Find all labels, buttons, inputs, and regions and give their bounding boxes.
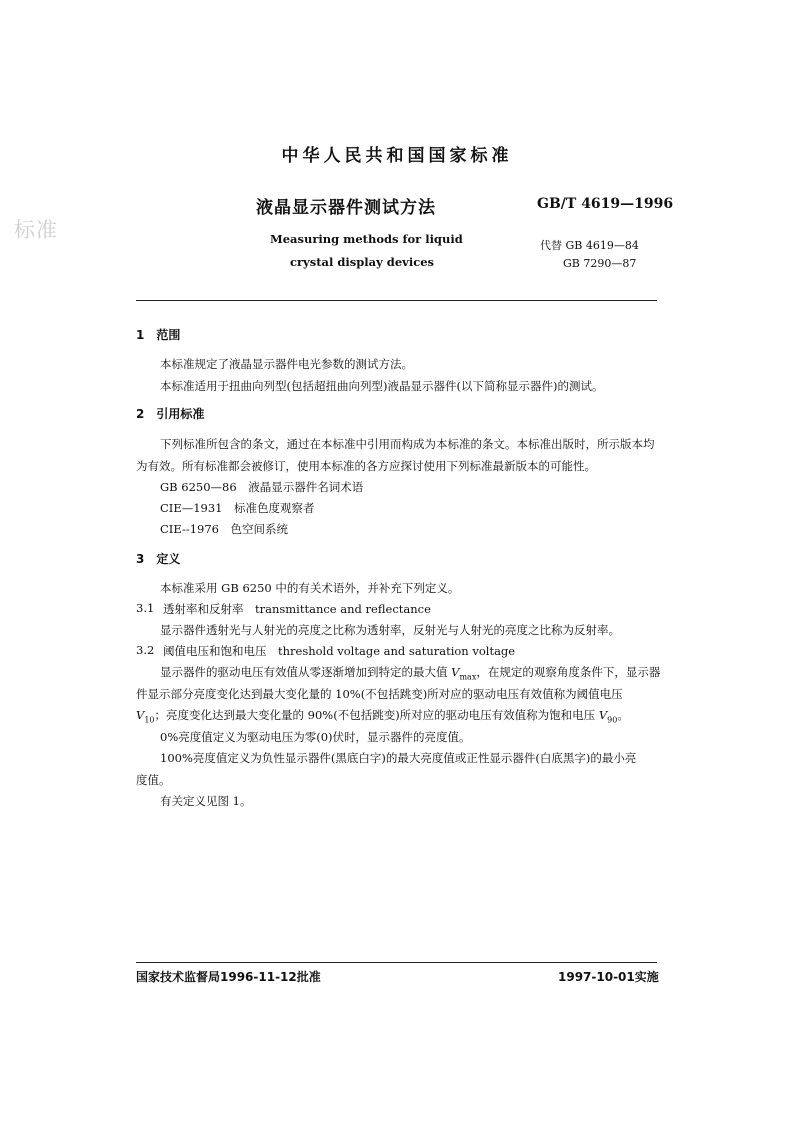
section-2-para-1a: 下列标准所包含的条文，通过在本标准中引用而构成为本标准的条文。本标准出版时，所示版本均 [160, 437, 655, 451]
subsection-3-2-title: 阈值电压和饱和电压 threshold voltage and saturation voltage [163, 644, 516, 658]
subsection-3-1-title: 透射率和反射率 transmittance and reflectance [163, 602, 431, 616]
symbol-v: V [598, 708, 608, 722]
approval-date: 国家技术监督局1996-11-12批准 [136, 970, 321, 984]
subscript-90: 90 [607, 715, 618, 725]
section-2-ref-1: GB 6250—86 液晶显示器件名词术语 [160, 480, 364, 494]
section-3-para-1: 本标准采用 GB 6250 中的有关术语外，并补充下列定义。 [160, 581, 460, 595]
document-title-en-line2: crystal display devices [290, 255, 434, 269]
document-title-zh: 液晶显示器件测试方法 [256, 198, 436, 218]
subscript-10: 10 [144, 715, 155, 725]
subsection-3-2-para-3a: 100%亮度值定义为负性显示器件(黑底白字)的最大亮度值或正性显示器件(白底黑字)的最小亮 [160, 751, 637, 765]
section-2-ref-3: CIE--1976 色空间系统 [160, 522, 288, 536]
section-1-heading: 1 范围 [136, 328, 181, 342]
symbol-v: V [136, 708, 145, 722]
national-standard-heading: 中华人民共和国国家标准 [281, 146, 513, 166]
symbol-v: V [451, 665, 460, 679]
subsection-3-1-para: 显示器件透射光与人射光的亮度之比称为透射率，反射光与人射光的亮度之比称为反射率。 [160, 623, 620, 637]
section-2-heading: 2 引用标准 [136, 407, 205, 421]
section-3-heading: 3 定义 [136, 552, 181, 566]
footer-divider [136, 962, 657, 963]
text-span: 。 [617, 708, 629, 722]
header-divider [136, 300, 657, 301]
replaces-line2: GB 7290—87 [563, 257, 637, 270]
subsection-3-2-para-4: 有关定义见图 1。 [160, 794, 252, 808]
replaces-line1: 代替 GB 4619—84 [540, 239, 639, 252]
section-2-ref-2: CIE—1931 标准色度观察者 [160, 501, 315, 515]
side-watermark: 标准 [14, 218, 58, 242]
subsection-3-2-para-3b: 度值。 [136, 773, 171, 787]
subscript-max: max [459, 672, 477, 682]
text-span: ；亮度变化达到最大变化量的 90%(不包括跳变)所对应的驱动电压有效值称为饱和电压 [154, 708, 599, 722]
standard-code: GB/T 4619—1996 [537, 196, 674, 212]
section-1-para-1: 本标准规定了液晶显示器件电光参数的测试方法。 [160, 357, 413, 371]
section-2-para-1b: 为有效。所有标准都会被修订，使用本标准的各方应探讨使用下列标准最新版本的可能性。 [136, 459, 596, 473]
subsection-3-2-para-1c [136, 707, 629, 724]
text-span: 显示器件的驱动电压有效值从零逐渐增加到特定的最大值 [160, 665, 452, 679]
text-span: ，在规定的观察角度条件下，显示器 [476, 665, 661, 679]
subsection-3-2-para-2: 0%亮度值定义为驱动电压为零(0)伏时，显示器件的亮度值。 [160, 730, 471, 744]
section-1-para-2: 本标准适用于扭曲向列型(包括超扭曲向列型)液晶显示器件(以下简称显示器件)的测试。 [160, 379, 604, 393]
implementation-date: 1997-10-01实施 [558, 970, 659, 984]
subsection-3-1-number: 3.1 [136, 601, 155, 615]
document-title-en-line1: Measuring methods for liquid [270, 232, 463, 246]
subsection-3-2-para-1b: 件显示部分亮度变化达到最大变化量的 10%(不包括跳变)所对应的驱动电压有效值称为阈值电压 [136, 687, 623, 701]
subsection-3-2-para-1a [160, 664, 660, 681]
subsection-3-2-number: 3.2 [136, 643, 155, 657]
